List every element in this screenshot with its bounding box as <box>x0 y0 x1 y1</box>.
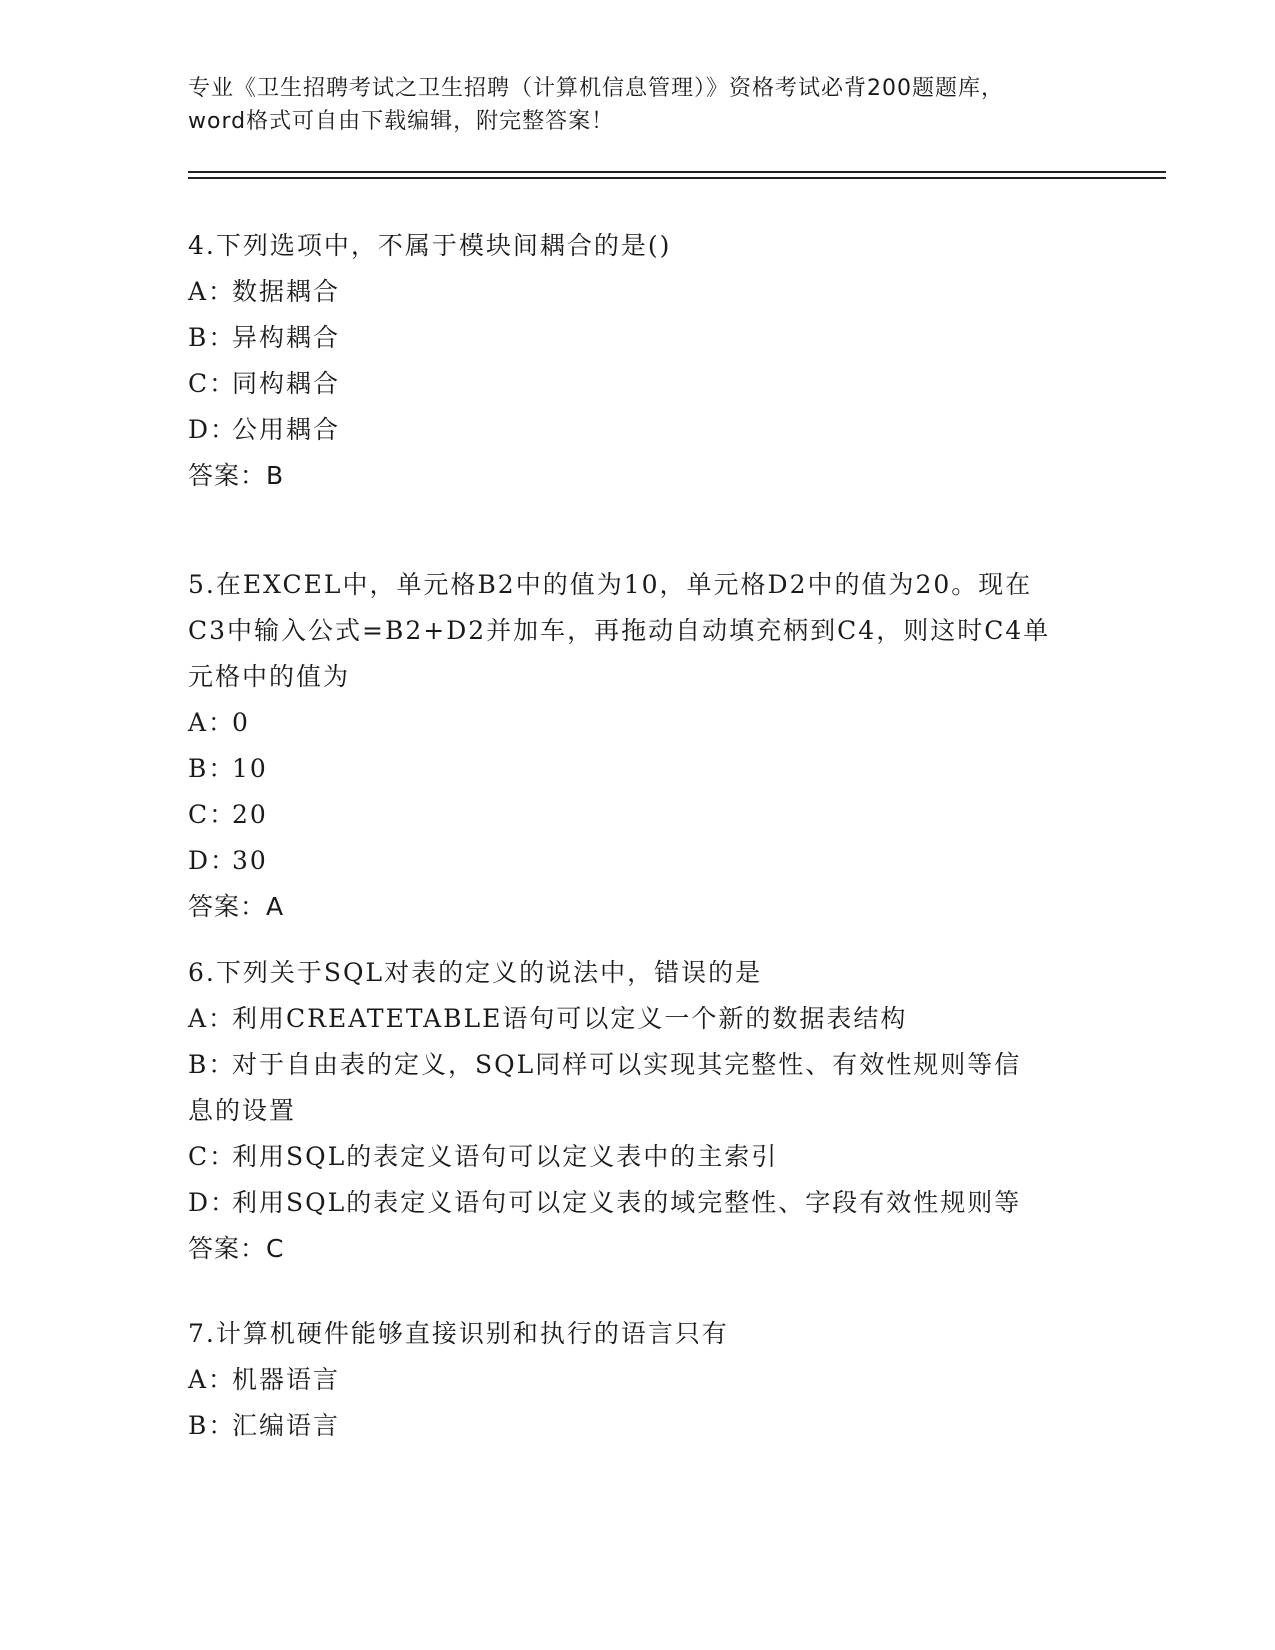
option-a: A：数据耦合 <box>188 277 341 306</box>
question-stem: 6.下列关于SQL对表的定义的说法中，错误的是 <box>188 958 763 987</box>
option-a: A：利用CREATETABLE语句可以定义一个新的数据表结构 <box>188 1004 908 1033</box>
answer: 答案：A <box>188 892 285 921</box>
question-stem-line-2: C3中输入公式=B2+D2并加车，再拖动自动填充柄到C4，则这时C4单 <box>188 616 1051 645</box>
question-stem: 7.计算机硬件能够直接识别和执行的语言只有 <box>188 1319 729 1348</box>
option-c: C：同构耦合 <box>188 369 341 398</box>
option-b: B：对于自由表的定义，SQL同样可以实现其完整性、有效性规则等信 <box>188 1050 1022 1079</box>
option-a: A：机器语言 <box>188 1365 341 1394</box>
option-c: C：20 <box>188 800 268 829</box>
option-b: B：汇编语言 <box>188 1411 341 1440</box>
header-divider-bottom <box>188 177 1166 179</box>
option-d: D：利用SQL的表定义语句可以定义表的域完整性、字段有效性规则等 <box>188 1188 1022 1217</box>
question-6 <box>188 950 1088 1272</box>
option-b: B：10 <box>188 754 268 783</box>
header-line-1: 专业《卫生招聘考试之卫生招聘（计算机信息管理）》资格考试必背200题题库， <box>188 76 1004 101</box>
option-d: D：公用耦合 <box>188 415 341 444</box>
question-stem-line-1: 5.在EXCEL中，单元格B2中的值为10，单元格D2中的值为20。现在 <box>188 570 1033 599</box>
header-divider-top <box>188 171 1166 173</box>
option-b: B：异构耦合 <box>188 323 341 352</box>
document-header <box>188 72 1088 138</box>
question-4 <box>188 223 1088 499</box>
question-stem: 4.下列选项中，不属于模块间耦合的是() <box>188 231 672 260</box>
header-line-2: word格式可自由下载编辑，附完整答案！ <box>188 109 615 134</box>
answer: 答案：B <box>188 461 285 490</box>
option-b-continuation: 息的设置 <box>188 1096 297 1125</box>
option-a: A：0 <box>188 708 250 737</box>
question-7 <box>188 1311 1088 1449</box>
option-c: C：利用SQL的表定义语句可以定义表中的主索引 <box>188 1142 779 1171</box>
question-5 <box>188 562 1088 930</box>
answer: 答案：C <box>188 1234 285 1263</box>
question-stem-line-3: 元格中的值为 <box>188 662 351 691</box>
option-d: D：30 <box>188 846 268 875</box>
